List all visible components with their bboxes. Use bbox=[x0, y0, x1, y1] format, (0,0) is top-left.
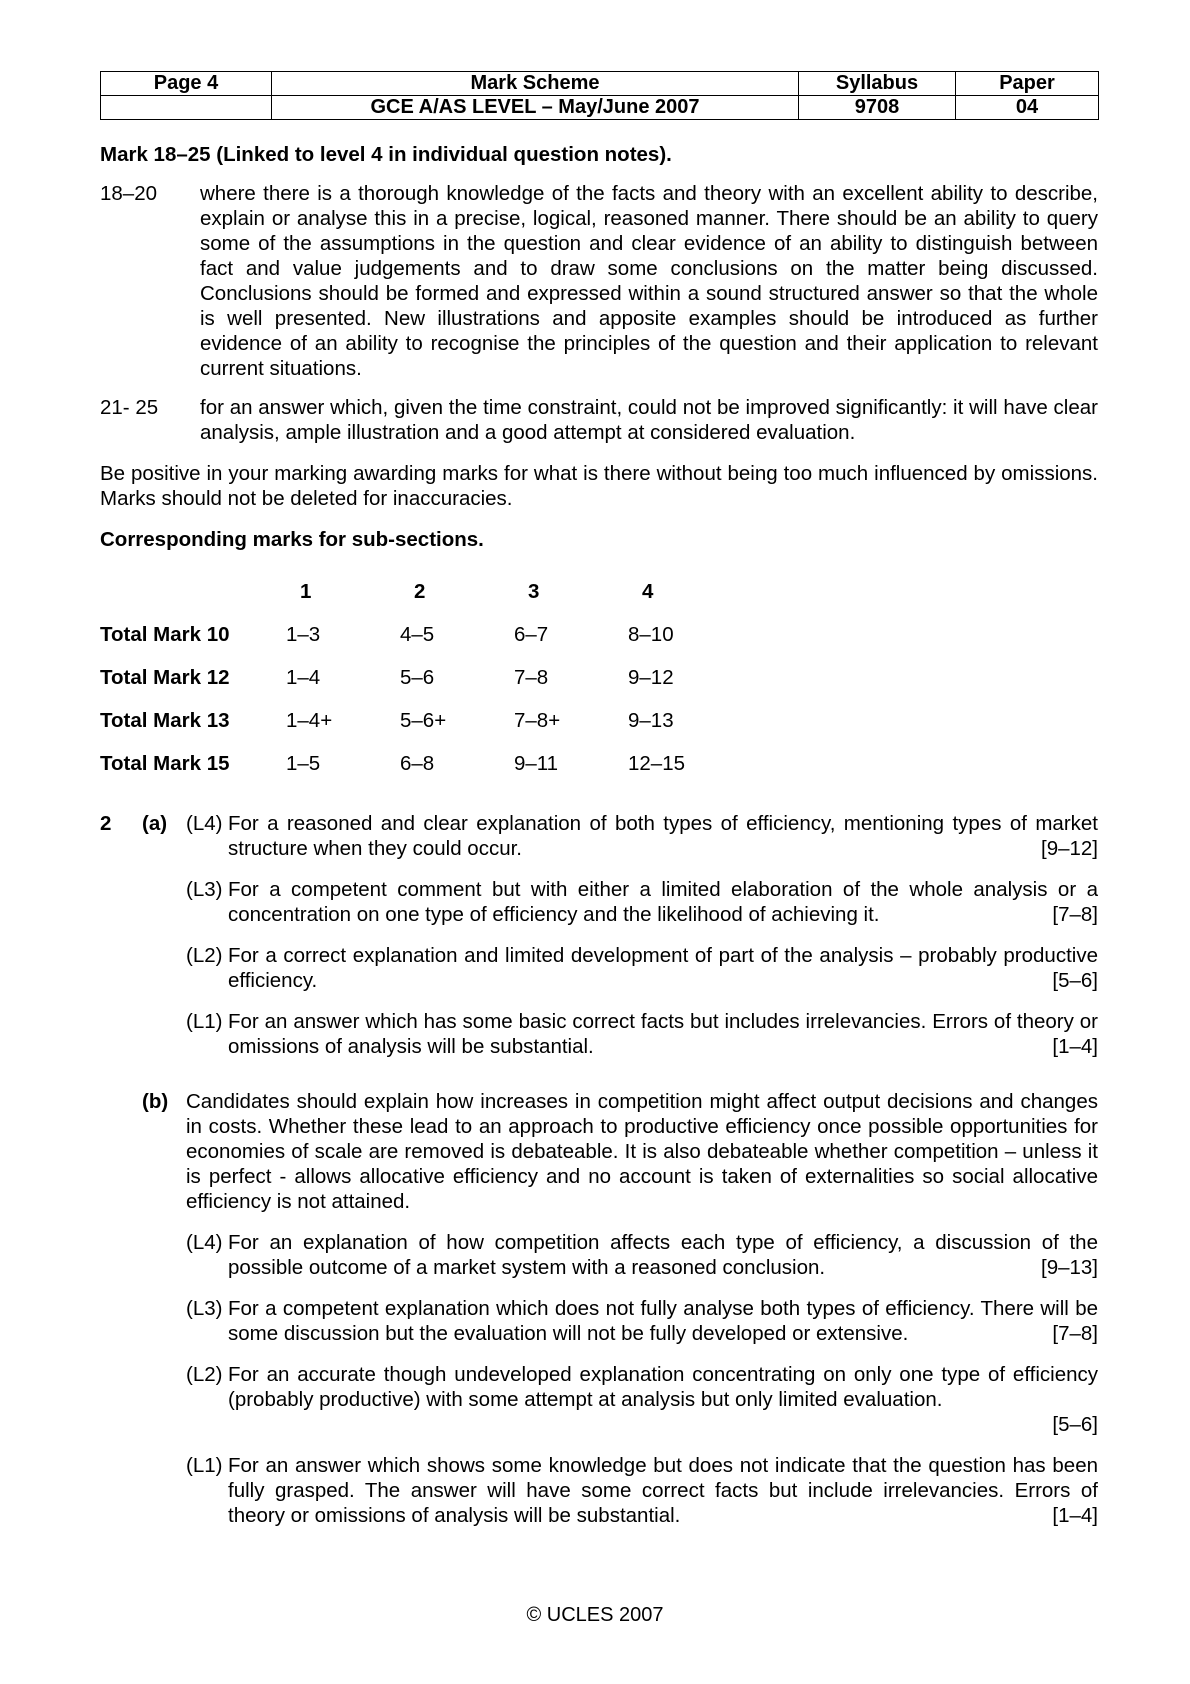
question-2a bbox=[100, 811, 1098, 1059]
level-mark: [1–4] bbox=[1052, 1504, 1098, 1527]
column-header: 1 bbox=[300, 580, 312, 603]
level-text: For an accurate though undeveloped explanation concentrating on only one type of efficiency (probably productive) with some attempt at analysis but only limited evaluation. bbox=[228, 1363, 1098, 1411]
header-paper: 04 bbox=[956, 96, 1099, 120]
band-label: 21- 25 bbox=[100, 396, 159, 419]
part-label: (b) bbox=[142, 1090, 169, 1113]
level-text: For an answer which has some basic correct facts but includes irrelevancies. Errors of theory or omissions of analysis will be substantial. bbox=[228, 1010, 1098, 1058]
table-row bbox=[100, 742, 742, 785]
level-text: For an answer which shows some knowledge but does not indicate that the question has been fully grasped. The answer will have some correct facts but include irrelevancies. Errors of theory or omissions of analysis will be substantial. bbox=[228, 1454, 1098, 1527]
column-header: 4 bbox=[642, 580, 654, 603]
row-label: Total Mark 15 bbox=[100, 752, 230, 775]
table-row bbox=[100, 613, 742, 656]
row-label: Total Mark 12 bbox=[100, 666, 230, 689]
subsections-heading: Corresponding marks for sub-sections. bbox=[100, 528, 484, 551]
level-item bbox=[186, 1009, 1098, 1059]
level-label: (L3) bbox=[186, 1297, 223, 1320]
question-2b bbox=[100, 1089, 1098, 1528]
table-row bbox=[100, 656, 742, 699]
marks-table bbox=[100, 570, 742, 785]
table-cell: 1–3 bbox=[286, 623, 321, 646]
table-cell: 6–7 bbox=[514, 623, 549, 646]
header-title: Mark Scheme bbox=[272, 72, 799, 96]
level-label: (L3) bbox=[186, 878, 223, 901]
table-cell: 6–8 bbox=[400, 752, 435, 775]
level-mark: [7–8] bbox=[1052, 903, 1098, 926]
header-syllabus: 9708 bbox=[799, 96, 956, 120]
table-cell: 5–6+ bbox=[400, 709, 447, 732]
header-table bbox=[100, 71, 1099, 120]
table-cell: 7–8 bbox=[514, 666, 549, 689]
level-mark: [9–12] bbox=[1041, 837, 1098, 860]
column-header: 3 bbox=[528, 580, 540, 603]
table-cell: 12–15 bbox=[628, 752, 686, 775]
band-item bbox=[100, 181, 1098, 381]
section-heading: Mark 18–25 (Linked to level 4 in individual question notes). bbox=[100, 143, 672, 166]
table-cell: 9–13 bbox=[628, 709, 674, 732]
level-mark: [9–13] bbox=[1041, 1256, 1098, 1279]
part-b-intro: Candidates should explain how increases in competition might affect output decisions and changes in costs. Whether these lead to an approach to productive efficiency once possible opportunities for economies of scale are removed is debateable. It is also debateable whether competition – unless it is perfect - allows allocative efficiency and no account is taken of externalities so social allocative efficiency is not attained. bbox=[186, 1090, 1098, 1213]
level-label: (L2) bbox=[186, 944, 223, 967]
level-mark: [5–6] bbox=[1052, 969, 1098, 992]
table-cell: 5–6 bbox=[400, 666, 435, 689]
level-mark: [5–6] bbox=[1052, 1413, 1098, 1436]
header-syllabus-label: Syllabus bbox=[799, 72, 956, 96]
marks-table-header-row bbox=[100, 570, 742, 613]
part-label: (a) bbox=[142, 812, 168, 835]
level-mark: [1–4] bbox=[1052, 1035, 1098, 1058]
level-text: For a reasoned and clear explanation of both types of efficiency, mentioning types of market structure when they could occur. bbox=[228, 812, 1098, 860]
question-number: 2 bbox=[100, 812, 112, 835]
level-item bbox=[186, 811, 1098, 861]
level-label: (L1) bbox=[186, 1454, 223, 1477]
level-label: (L2) bbox=[186, 1363, 223, 1386]
header-paper-label: Paper bbox=[956, 72, 1099, 96]
table-cell: 9–11 bbox=[514, 752, 559, 775]
row-label: Total Mark 10 bbox=[100, 623, 230, 646]
level-text: For an explanation of how competition affects each type of efficiency, a discussion of the possible outcome of a market system with a reasoned conclusion. bbox=[228, 1231, 1098, 1279]
table-cell: 8–10 bbox=[628, 623, 674, 646]
level-item bbox=[186, 1453, 1098, 1528]
table-row bbox=[100, 699, 742, 742]
header-page: Page 4 bbox=[101, 72, 272, 96]
table-cell: 9–12 bbox=[628, 666, 674, 689]
header-exam: GCE A/AS LEVEL – May/June 2007 bbox=[272, 96, 799, 120]
level-label: (L4) bbox=[186, 1231, 223, 1254]
header-empty-cell bbox=[101, 96, 272, 120]
table-cell: 7–8+ bbox=[514, 709, 561, 732]
table-cell: 1–5 bbox=[286, 752, 321, 775]
mark-scheme-page bbox=[100, 71, 1098, 1528]
table-cell: 4–5 bbox=[400, 623, 435, 646]
level-text: For a competent explanation which does not fully analyse both types of efficiency. There will be some discussion but the evaluation will not be fully developed or extensive. bbox=[228, 1297, 1098, 1345]
level-item bbox=[186, 1362, 1098, 1437]
column-header: 2 bbox=[414, 580, 426, 603]
row-label: Total Mark 13 bbox=[100, 709, 230, 732]
band-label: 18–20 bbox=[100, 182, 158, 205]
marking-advice: Be positive in your marking awarding marks for what is there without being too much influenced by omissions. Marks should not be deleted for inaccuracies. bbox=[100, 462, 1098, 510]
level-item bbox=[186, 943, 1098, 993]
table-cell: 1–4+ bbox=[286, 709, 333, 732]
level-text: For a correct explanation and limited development of part of the analysis – probably productive efficiency. bbox=[228, 944, 1098, 992]
level-text: For a competent comment but with either a limited elaboration of the whole analysis or a concentration on one type of efficiency and the likelihood of achieving it. bbox=[228, 878, 1098, 926]
level-item bbox=[186, 1230, 1098, 1280]
band-text: where there is a thorough knowledge of the facts and theory with an excellent ability to describe, explain or analyse this in a precise, logical, reasoned manner. There should be an ability to query some of the assumptions in the question and clear evidence of an ability to distinguish between fact and value judgements and to draw some conclusions on the matter being discussed. Conclusions should be formed and expressed within a sound structured answer so that the whole is well presented. New illustrations and apposite examples should be introduced as further evidence of an ability to recognise the principles of the question and their application to relevant current situations. bbox=[200, 182, 1098, 380]
band-item bbox=[100, 395, 1098, 445]
table-cell: 1–4 bbox=[286, 666, 321, 689]
band-text: for an answer which, given the time constraint, could not be improved significantly: it will have clear analysis, ample illustration and a good attempt at considered evaluation. bbox=[200, 396, 1098, 444]
level-label: (L1) bbox=[186, 1010, 223, 1033]
level-item bbox=[186, 877, 1098, 927]
level-item bbox=[186, 1296, 1098, 1346]
footer-copyright: © UCLES 2007 bbox=[526, 1604, 664, 1626]
level-mark: [7–8] bbox=[1052, 1322, 1098, 1345]
level-label: (L4) bbox=[186, 812, 223, 835]
